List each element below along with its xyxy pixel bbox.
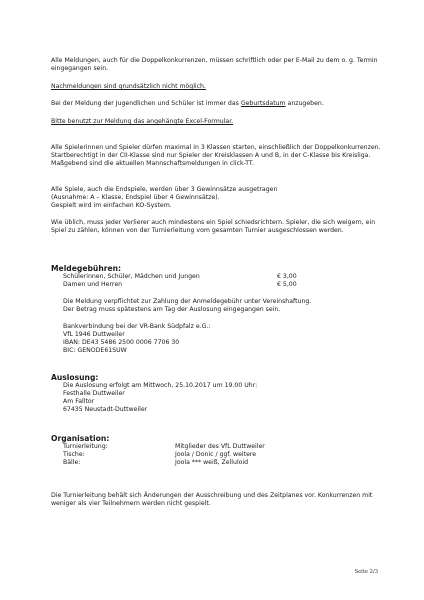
page-number: Seite 2/3 <box>354 569 378 575</box>
registration-deadline-paragraph: Alle Meldungen, auch für die Doppelkonkurrenzen, müssen schriftlich oder per E-Mail zu dem o. g. Termin eingegangen sein. <box>51 57 378 73</box>
org-row-label: Tische: <box>63 451 85 458</box>
fees-heading: Meldegebühren: <box>51 264 122 273</box>
bank-iban: IBAN: DE43 5486 2500 0006 7706 30 <box>63 339 180 346</box>
org-row-value: Joola / Donic / ggf. weitere <box>175 451 257 458</box>
closing-paragraph: Die Turnierleitung behält sich Änderungen der Ausschreibung und des Zeitplanes vor. Konkurrenzen mit weniger als vier Teilnehmern werden nicht gespielt. <box>51 492 373 508</box>
fee-row-amount: € 3,00 <box>277 273 297 280</box>
umpire-rules-paragraph: Wie üblich, muss jeder Verlierer auch mindestens ein Spiel schiedsrichtern. Spieler, die sich weigern, ein Spiel zu zählen, können von der Turnierleitung vom gesamten Turnier ausgeschlossen werden. <box>51 219 376 235</box>
fee-row-amount: € 5,00 <box>277 281 297 288</box>
org-row-label: Turnierleitung: <box>63 443 108 450</box>
fee-row-label: Schülerinnen, Schüler, Mädchen und Jungen <box>63 273 200 280</box>
match-format-line-2: (Ausnahme: A – Klasse, Endspiel über 4 Gewinnsätze). <box>51 194 220 201</box>
bank-line-2: VfL 1946 Duttweiler <box>63 331 125 338</box>
org-row-label: Bälle: <box>63 459 81 466</box>
birthdate-emphasis: Geburtsdatum <box>240 100 286 107</box>
draw-heading: Auslosung: <box>51 373 99 382</box>
fee-note-line-2: Der Betrag muss spätestens am Tag der Auslosung eingegangen sein. <box>63 306 281 313</box>
org-row-value: Joola *** weiß, Zelluloid <box>175 459 249 466</box>
bank-bic: BIC: GENODE61SUW <box>63 347 127 354</box>
excel-form-note: Bitte benutzt zur Meldung das angehängte Excel-Formular. <box>51 118 234 125</box>
draw-line-1: Die Auslosung erfolgt am Mittwoch, 25.10.2017 um 19.00 Uhr: <box>63 382 258 389</box>
birthdate-text-post: anzugeben. <box>285 100 324 107</box>
birthdate-text-pre: Bei der Meldung der Jugendlichen und Schüler ist immer das <box>51 100 241 107</box>
draw-line-2: Festhalle Duttweiler <box>63 390 125 397</box>
birthdate-paragraph <box>51 100 381 108</box>
organisation-heading: Organisation: <box>51 434 110 443</box>
class-rules-paragraph: Alle Spielerinnen und Spieler dürfen maximal in 3 Klassen starten, einschließlich der Doppelkonkurrenzen. Startberechtigt in der CII-Klasse sind nur Spieler der Kreisklassen A und B, in der C-Klasse bis Kreisliga. Maßgebend sind die aktuellen Mannschaftsmeldungen in click-TT. <box>51 144 381 168</box>
draw-line-4: 67435 Neustadt-Duttweiler <box>63 406 148 413</box>
org-row-value: Mitglieder des VfL Duttweiler <box>175 443 265 450</box>
match-format-line-3: Gespielt wird im einfachen KO-System. <box>51 202 172 209</box>
bank-line-1: Bankverbindung bei der VR-Bank Südpfalz e.G.: <box>63 323 211 330</box>
fee-row-label: Damen und Herren <box>63 281 123 288</box>
draw-line-3: Am Falltor <box>63 398 95 405</box>
fee-note-line-1: Die Meldung verpflichtet zur Zahlung der Anmeldegebühr unter Vereinshaftung. <box>63 298 312 305</box>
match-format-line-1: Alle Spiele, auch die Endspiele, werden über 3 Gewinnsätze ausgetragen <box>51 186 278 193</box>
late-registration-note: Nachmeldungen sind grundsätzlich nicht möglich. <box>51 83 206 90</box>
